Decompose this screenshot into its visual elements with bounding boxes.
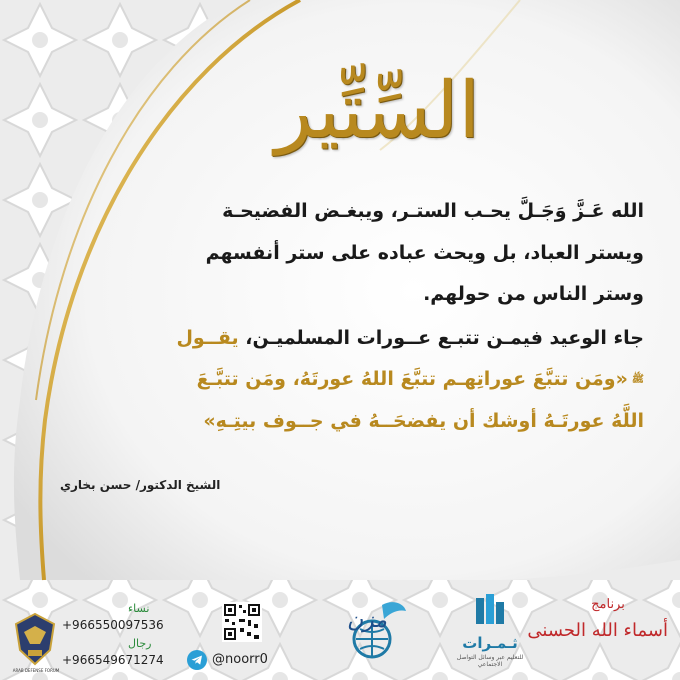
salawat-symbol: ﷺ: [631, 373, 644, 385]
hadith-line1: «ومَن تتبَّعَ عوراتِهـم تتبَّعَ اللهُ عورتَهُ، ومَن تتبَّـعَ: [196, 368, 628, 390]
asma-program-title: أسماء الله الحسنى: [527, 620, 668, 641]
title-calligraphy: السِّتِّير: [274, 66, 480, 156]
paragraph2-line1: [176, 327, 644, 349]
paragraph2-line3: اللَّهُ عورتَـهُ أوشك أن يفضحَــهُ في جــوف بيتِـهِ»: [203, 410, 644, 432]
women-phone[interactable]: +966550097536: [62, 618, 164, 632]
qr-code-icon[interactable]: [222, 602, 262, 642]
paragraph1-line1: الله عَـزَّ وَجَـلَّ يحـب الستـر، ويبغـض الفضيحـة: [222, 200, 644, 222]
paragraph2-line1-text: جاء الوعيد فيمـن تتبـع عــورات المسلميـن،: [238, 327, 644, 349]
mozn-logo-text: مزن: [346, 608, 388, 633]
men-label: رجال: [128, 637, 152, 650]
paragraph2-line1-highlight: يقــول: [176, 327, 239, 349]
forum-caption: ARAB DEFENSE FORUM: [12, 668, 60, 673]
author-name: الشيخ الدكتور/ حسن بخاري: [60, 478, 221, 492]
paragraph2-line2: [197, 368, 644, 390]
men-phone[interactable]: +966549671274: [62, 653, 164, 667]
thamarat-name: ثـمـرات: [462, 634, 518, 652]
thamarat-subtitle: للتعليم عبر وسائل التواصل الاجتماعي: [456, 654, 524, 668]
asma-program-label: برنامج: [591, 597, 625, 612]
arab-defense-forum-logo: [10, 610, 60, 672]
paragraph1-line2: ويستر العباد، بل ويحث عباده على ستر أنفسهم: [205, 242, 644, 264]
telegram-handle[interactable]: @noorr0: [212, 652, 268, 667]
women-label: نساء: [128, 602, 150, 615]
paragraph1-line3: وستر الناس من حولهم.: [423, 283, 644, 305]
telegram-icon[interactable]: [187, 650, 207, 670]
